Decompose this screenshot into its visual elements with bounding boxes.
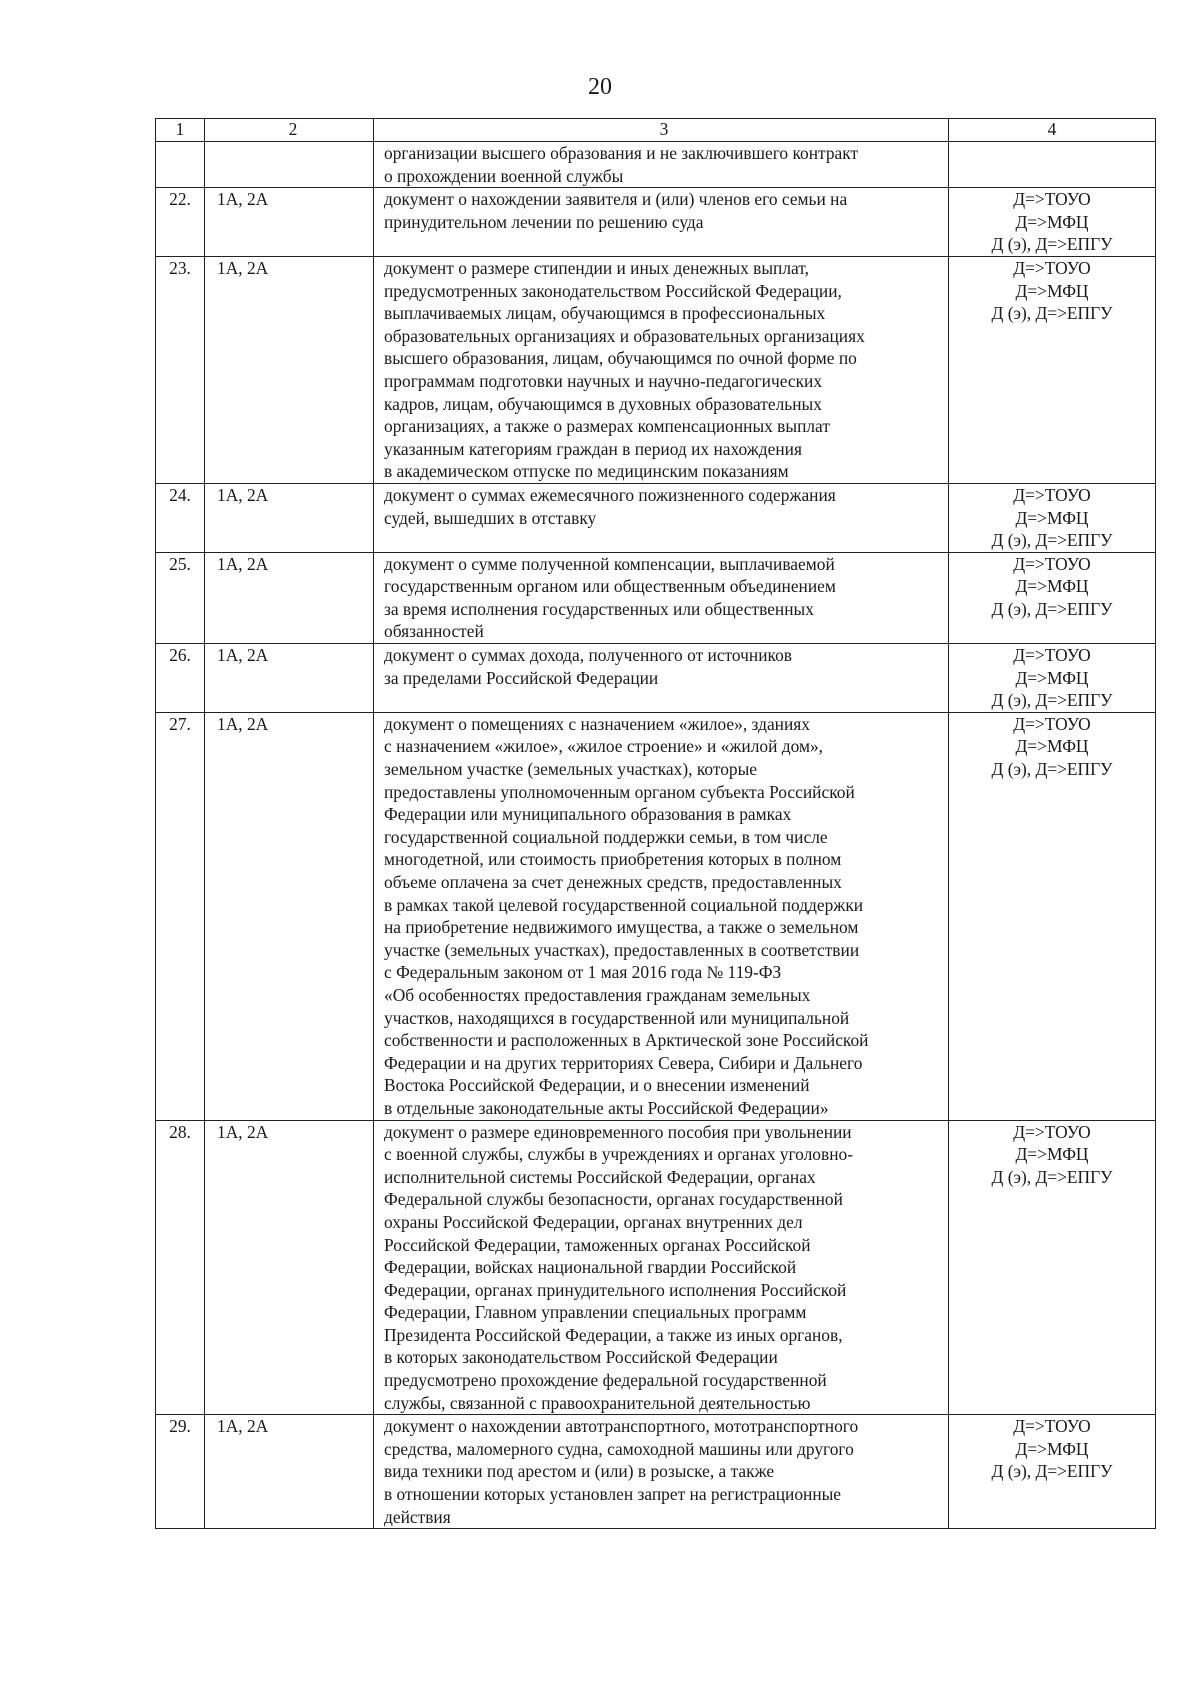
- row-category: 1А, 2А: [205, 712, 374, 1120]
- table-header-row: [156, 119, 1156, 142]
- row-procedure: Д=>ТОУО Д=>МФЦ Д (э), Д=>ЕПГУ: [949, 256, 1156, 483]
- documents-table: [155, 118, 1156, 1529]
- row-category: 1А, 2А: [205, 1415, 374, 1529]
- row-category: 1А, 2А: [205, 644, 374, 713]
- row-procedure: Д=>ТОУО Д=>МФЦ Д (э), Д=>ЕПГУ: [949, 188, 1156, 257]
- row-category: 1А, 2А: [205, 256, 374, 483]
- row-category: 1А, 2А: [205, 552, 374, 643]
- row-description: документ о суммах дохода, полученного от источников за пределами Российской Федерации: [374, 644, 949, 713]
- table-row: [156, 188, 1156, 257]
- table-row: [156, 552, 1156, 643]
- row-category: 1А, 2А: [205, 483, 374, 552]
- row-description: документ о нахождении автотранспортного, мототранспортного средства, маломерного судна, самоходной машины или другого вида техники под арестом и (или) в розыске, а также в отношении которых установлен запрет на регистрационные действия: [374, 1415, 949, 1529]
- page-number: 20: [588, 74, 612, 100]
- row-number: 29.: [156, 1415, 205, 1529]
- row-procedure: Д=>ТОУО Д=>МФЦ Д (э), Д=>ЕПГУ: [949, 552, 1156, 643]
- row-procedure: [949, 142, 1156, 188]
- row-description: документ о нахождении заявителя и (или) членов его семьи на принудительном лечении по решению суда: [374, 188, 949, 257]
- row-number: 25.: [156, 552, 205, 643]
- row-procedure: Д=>ТОУО Д=>МФЦ Д (э), Д=>ЕПГУ: [949, 483, 1156, 552]
- table-row: [156, 644, 1156, 713]
- row-description: документ о суммах ежемесячного пожизненного содержания судей, вышедших в отставку: [374, 483, 949, 552]
- row-number: [156, 142, 205, 188]
- table-body: [156, 142, 1156, 1529]
- row-number: 28.: [156, 1120, 205, 1415]
- column-header-4: 4: [949, 119, 1156, 142]
- row-description: организации высшего образования и не заключившего контракт о прохождении военной службы: [374, 142, 949, 188]
- column-header-3: 3: [374, 119, 949, 142]
- row-description: документ о сумме полученной компенсации, выплачиваемой государственным органом или общественным объединением за время исполнения государственных или общественных обязанностей: [374, 552, 949, 643]
- row-description: документ о размере стипендии и иных денежных выплат, предусмотренных законодательством Российской Федерации, выплачиваемых лицам, обучающимся в профессиональных образовательных организациях и образовательных организациях высшего образования, лицам, обучающимся по очной форме по программам подготовки научных и научно-педагогических кадров, лицам, обучающимся в духовных образовательных организациях, а также о размерах компенсационных выплат указанным категориям граждан в период их нахождения в академическом отпуске по медицинским показаниям: [374, 256, 949, 483]
- row-number: 24.: [156, 483, 205, 552]
- row-procedure: Д=>ТОУО Д=>МФЦ Д (э), Д=>ЕПГУ: [949, 712, 1156, 1120]
- row-category: [205, 142, 374, 188]
- table-row: [156, 712, 1156, 1120]
- table-row: [156, 1415, 1156, 1529]
- row-number: 22.: [156, 188, 205, 257]
- row-procedure: Д=>ТОУО Д=>МФЦ Д (э), Д=>ЕПГУ: [949, 1415, 1156, 1529]
- row-category: 1А, 2А: [205, 1120, 374, 1415]
- row-procedure: Д=>ТОУО Д=>МФЦ Д (э), Д=>ЕПГУ: [949, 644, 1156, 713]
- row-number: 26.: [156, 644, 205, 713]
- row-category: 1А, 2А: [205, 188, 374, 257]
- row-description: документ о помещениях с назначением «жилое», зданиях с назначением «жилое», «жилое строение» и «жилой дом», земельном участке (земельных участках), которые предоставлены уполномоченным органом субъекта Российской Федерации или муниципального образования в рамках государственной социальной поддержки семьи, в том числе многодетной, или стоимость приобретения которых в полном объеме оплачена за счет денежных средств, предоставленных в рамках такой целевой государственной социальной поддержки на приобретение недвижимого имущества, а также о земельном участке (земельных участках), предоставленных в соответствии с Федеральным законом от 1 мая 2016 года № 119-ФЗ «Об особенностях предоставления гражданам земельных участков, находящихся в государственной или муниципальной собственности и расположенных в Арктической зоне Российской Федерации и на других территориях Севера, Сибири и Дальнего Востока Российской Федерации, и о внесении изменений в отдельные законодательные акты Российской Федерации»: [374, 712, 949, 1120]
- column-header-1: 1: [156, 119, 205, 142]
- row-number: 23.: [156, 256, 205, 483]
- table-row: [156, 256, 1156, 483]
- row-number: 27.: [156, 712, 205, 1120]
- table-row: [156, 1120, 1156, 1415]
- table-header: [156, 119, 1156, 142]
- table-row: [156, 142, 1156, 188]
- row-description: документ о размере единовременного пособия при увольнении с военной службы, службы в учреждениях и органах уголовно- исполнительной системы Российской Федерации, органах Федеральной службы безопасности, органах государственной охраны Российской Федерации, органах внутренних дел Российской Федерации, таможенных органах Российской Федерации, войсках национальной гвардии Российской Федерации, органах принудительного исполнения Российской Федерации, Главном управлении специальных программ Президента Российской Федерации, а также из иных органов, в которых законодательством Российской Федерации предусмотрено прохождение федеральной государственной службы, связанной с правоохранительной деятельностью: [374, 1120, 949, 1415]
- table-row: [156, 483, 1156, 552]
- row-procedure: Д=>ТОУО Д=>МФЦ Д (э), Д=>ЕПГУ: [949, 1120, 1156, 1415]
- column-header-2: 2: [205, 119, 374, 142]
